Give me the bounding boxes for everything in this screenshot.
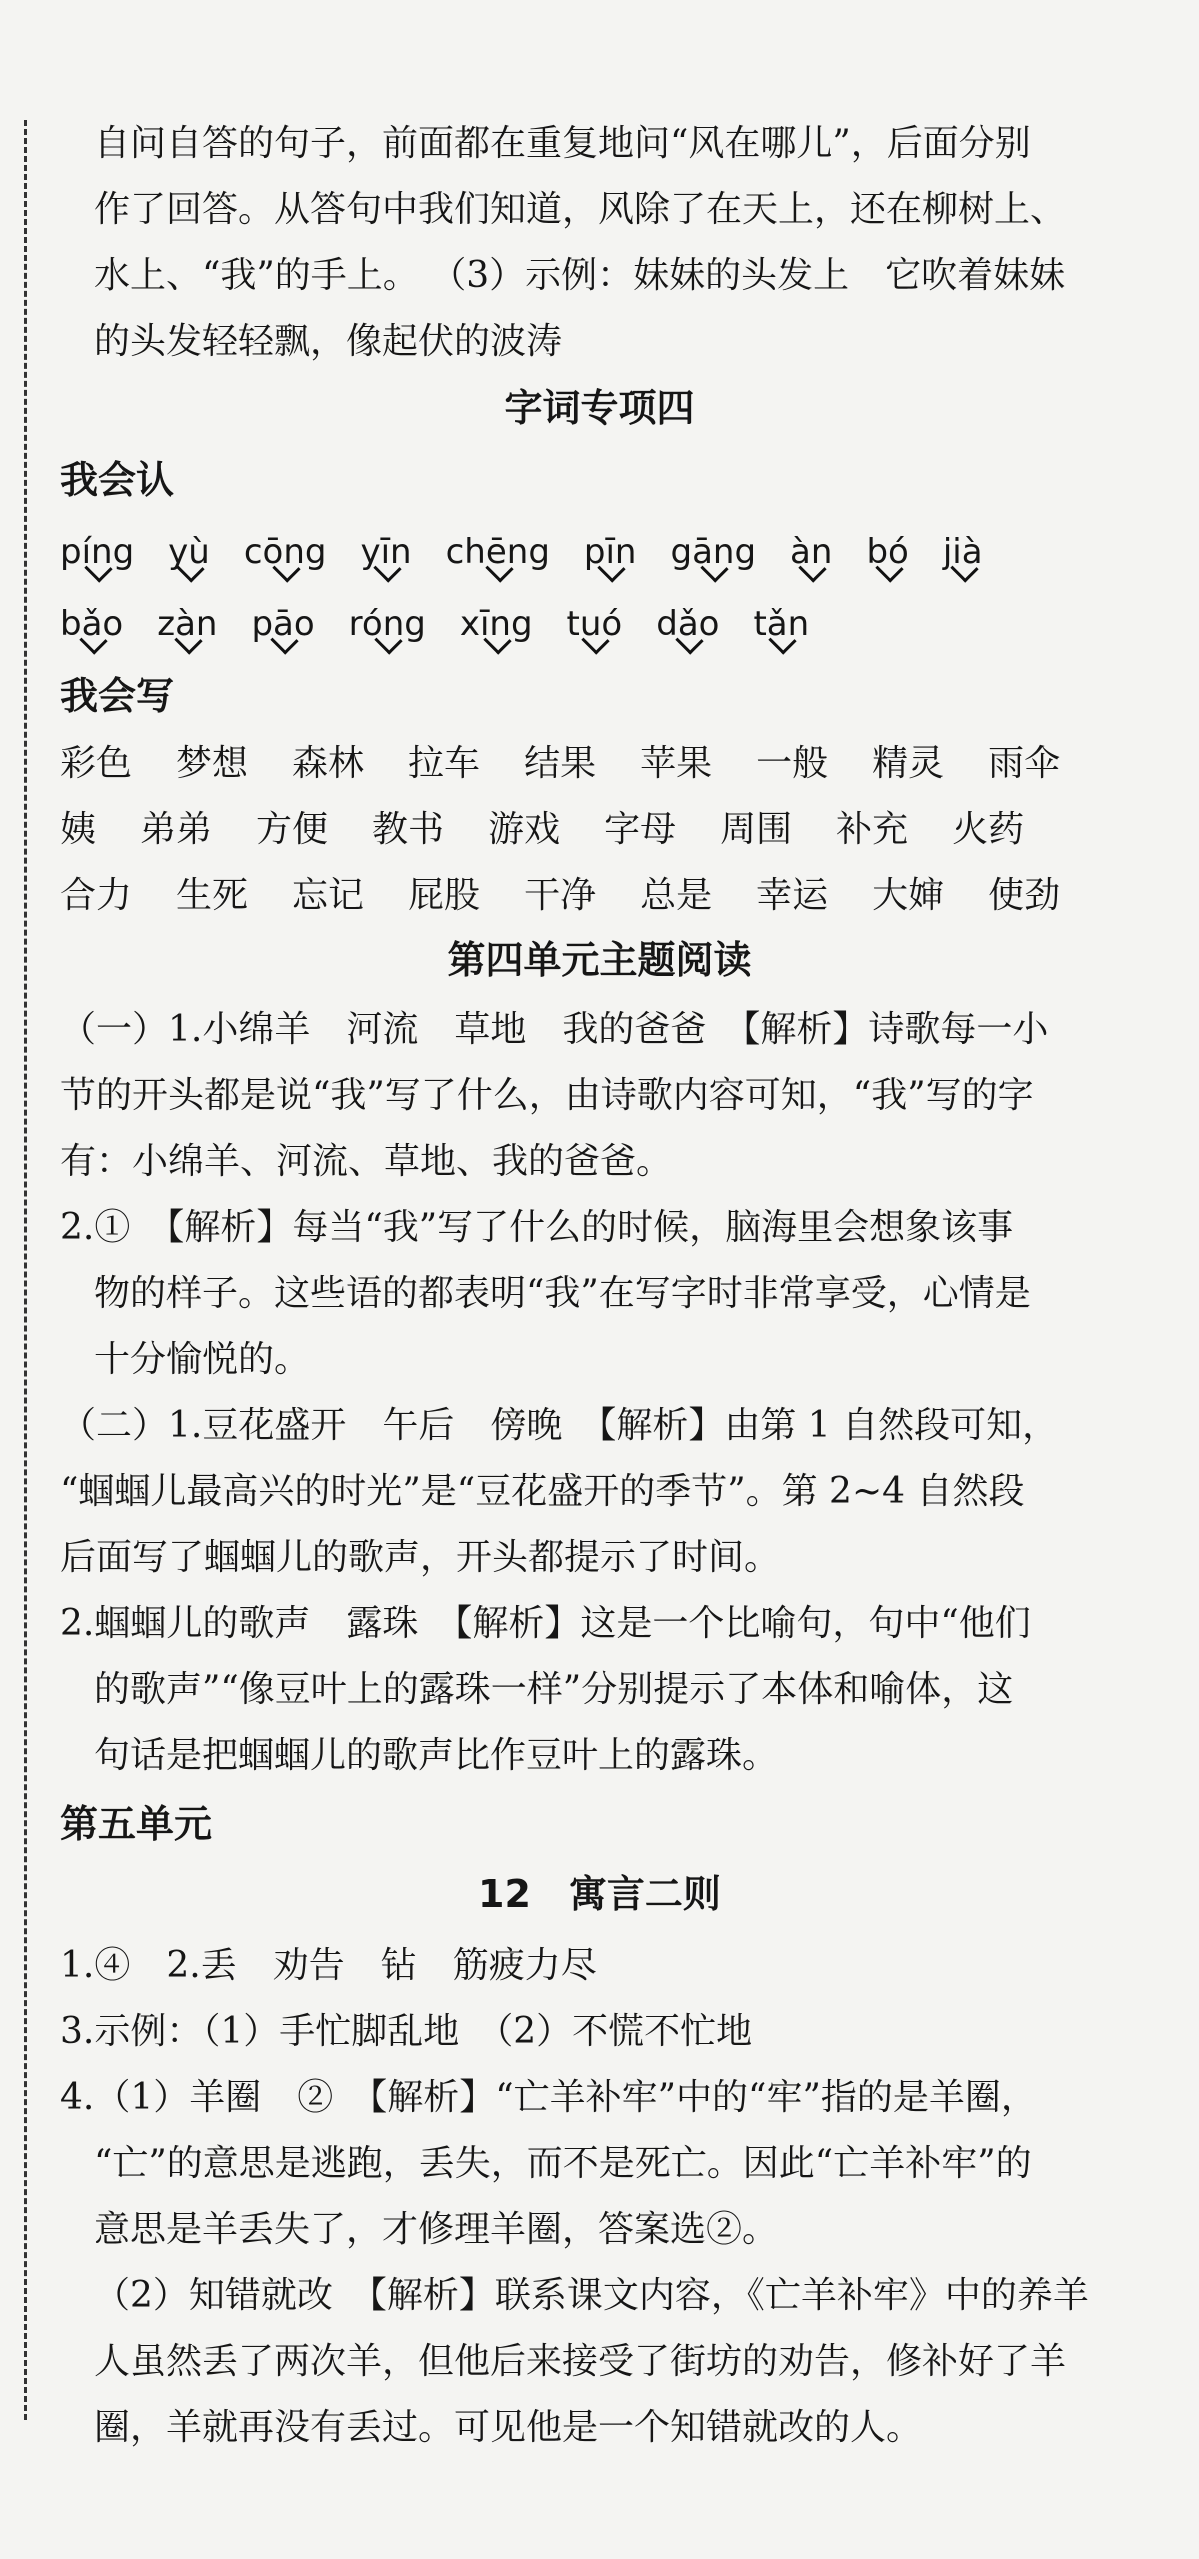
text-line: （一）1.小绵羊 河流 草地 我的爸爸 【解析】诗歌每一小: [60, 1009, 1049, 1050]
word: 幸运: [756, 875, 829, 916]
pinyin-item: dǎo: [656, 600, 719, 648]
text-line: 作了回答。从答句中我们知道，风除了在天上，还在柳树上、: [94, 189, 1067, 230]
pinyin-item: gāng: [670, 528, 756, 576]
lesson-title: 12 寓言二则: [478, 1872, 721, 1916]
word: 屁股: [408, 875, 481, 916]
word: 使劲: [988, 875, 1061, 916]
word: 彩色: [60, 743, 133, 784]
text-line: 1.④ 2.丢 劝告 钻 筋疲力尽: [60, 1945, 597, 1986]
word: 总是: [640, 875, 713, 916]
pinyin-item: tuó: [567, 600, 623, 648]
pinyin-item: àn: [790, 528, 832, 576]
pinyin-row: [60, 600, 843, 648]
word: 大婶: [872, 875, 945, 916]
word-row: [60, 872, 1104, 920]
word: 梦想: [176, 743, 249, 784]
word: 字母: [604, 809, 677, 850]
word: 雨伞: [988, 743, 1061, 784]
subheading: 我会认: [60, 458, 175, 502]
word: 火药: [952, 809, 1025, 850]
word: 游戏: [488, 809, 561, 850]
text-line: 节的开头都是说“我”写了什么，由诗歌内容可知，“我”写的字: [60, 1075, 1034, 1116]
text-line: （2）知错就改 【解析】联系课文内容，《亡羊补牢》中的养羊: [94, 2275, 1089, 2316]
text-line: “蝈蝈儿最高兴的时光”是“豆花盛开的季节”。第 2~4 自然段: [60, 1471, 1025, 1512]
text-line: 4.（1）羊圈 ② 【解析】“亡羊补牢”中的“牢”指的是羊圈，: [60, 2077, 1037, 2118]
text-line: “亡”的意思是逃跑，丢失，而不是死亡。因此“亡羊补牢”的: [94, 2143, 1032, 2184]
pinyin-item: róng: [349, 600, 426, 648]
text-line: 自问自答的句子，前面都在重复地问“风在哪儿”，后面分别: [94, 123, 1031, 164]
word: 弟弟: [140, 809, 213, 850]
pinyin-item: pāo: [251, 600, 314, 648]
unit-heading: 第五单元: [60, 1802, 213, 1846]
text-line: 十分愉悦的。: [94, 1339, 311, 1380]
pinyin-item: yù: [168, 528, 210, 576]
text-line: 2.蝈蝈儿的歌声 露珠 【解析】这是一个比喻句，句中“他们: [60, 1603, 1031, 1644]
word: 干净: [524, 875, 597, 916]
word: 结果: [524, 743, 597, 784]
word: 森林: [292, 743, 365, 784]
word: 生死: [176, 875, 249, 916]
word: 一般: [756, 743, 829, 784]
text-line: 水上、“我”的手上。 （3）示例：妹妹的头发上 它吹着妹妹: [94, 255, 1066, 296]
pinyin-item: zàn: [157, 600, 217, 648]
word: 补充: [836, 809, 909, 850]
text-line: 的头发轻轻飘，像起伏的波涛: [94, 321, 563, 362]
section-title: 第四单元主题阅读: [447, 938, 752, 982]
pinyin-item: xīng: [460, 600, 533, 648]
word: 教书: [372, 809, 445, 850]
text-line: 2.① 【解析】每当“我”写了什么的时候，脑海里会想象该事: [60, 1207, 1014, 1248]
word: 周围: [720, 809, 793, 850]
pinyin-item: bǎo: [60, 600, 123, 648]
text-line: 3.示例：（1）手忙脚乱地 （2）不慌不忙地: [60, 2011, 753, 2052]
pinyin-item: jià: [943, 528, 983, 576]
word: 姨: [60, 809, 97, 850]
pinyin-item: chēng: [446, 528, 550, 576]
word: 方便: [256, 809, 329, 850]
text-line: 的歌声”“像豆叶上的露珠一样”分别提示了本体和喻体，这: [94, 1669, 1014, 1710]
pinyin-item: tǎn: [753, 600, 809, 648]
word: 苹果: [640, 743, 713, 784]
binding-dashed-line: [24, 120, 27, 2420]
pinyin-item: yīn: [360, 528, 411, 576]
pinyin-row: [60, 528, 1017, 576]
word: 拉车: [408, 743, 481, 784]
word: 忘记: [292, 875, 365, 916]
text-line: 人虽然丢了两次羊，但他后来接受了街坊的劝告，修补好了羊: [94, 2341, 1067, 2382]
text-line: 句话是把蝈蝈儿的歌声比作豆叶上的露珠。: [94, 1735, 779, 1776]
word-row: [60, 806, 1068, 854]
text-line: 意思是羊丢失了，才修理羊圈，答案选②。: [94, 2209, 779, 2250]
text-line: 后面写了蝈蝈儿的歌声，开头都提示了时间。: [60, 1537, 781, 1578]
subheading: 我会写: [60, 674, 175, 718]
pinyin-item: cōng: [244, 528, 327, 576]
text-line: 物的样子。这些语的都表明“我”在写字时非常享受，心情是: [94, 1273, 1031, 1314]
word-row: [60, 740, 1104, 788]
word: 合力: [60, 875, 133, 916]
text-line: 有：小绵羊、河流、草地、我的爸爸。: [60, 1141, 673, 1182]
text-line: 圈，羊就再没有丢过。可见他是一个知错就改的人。: [94, 2407, 923, 2448]
text-line: （二）1.豆花盛开 午后 傍晚 【解析】由第 1 自然段可知，: [60, 1405, 1059, 1446]
section-title: 字词专项四: [504, 386, 695, 430]
pinyin-item: pīn: [584, 528, 637, 576]
word: 精灵: [872, 743, 945, 784]
pinyin-item: píng: [60, 528, 134, 576]
pinyin-item: bó: [866, 528, 908, 576]
